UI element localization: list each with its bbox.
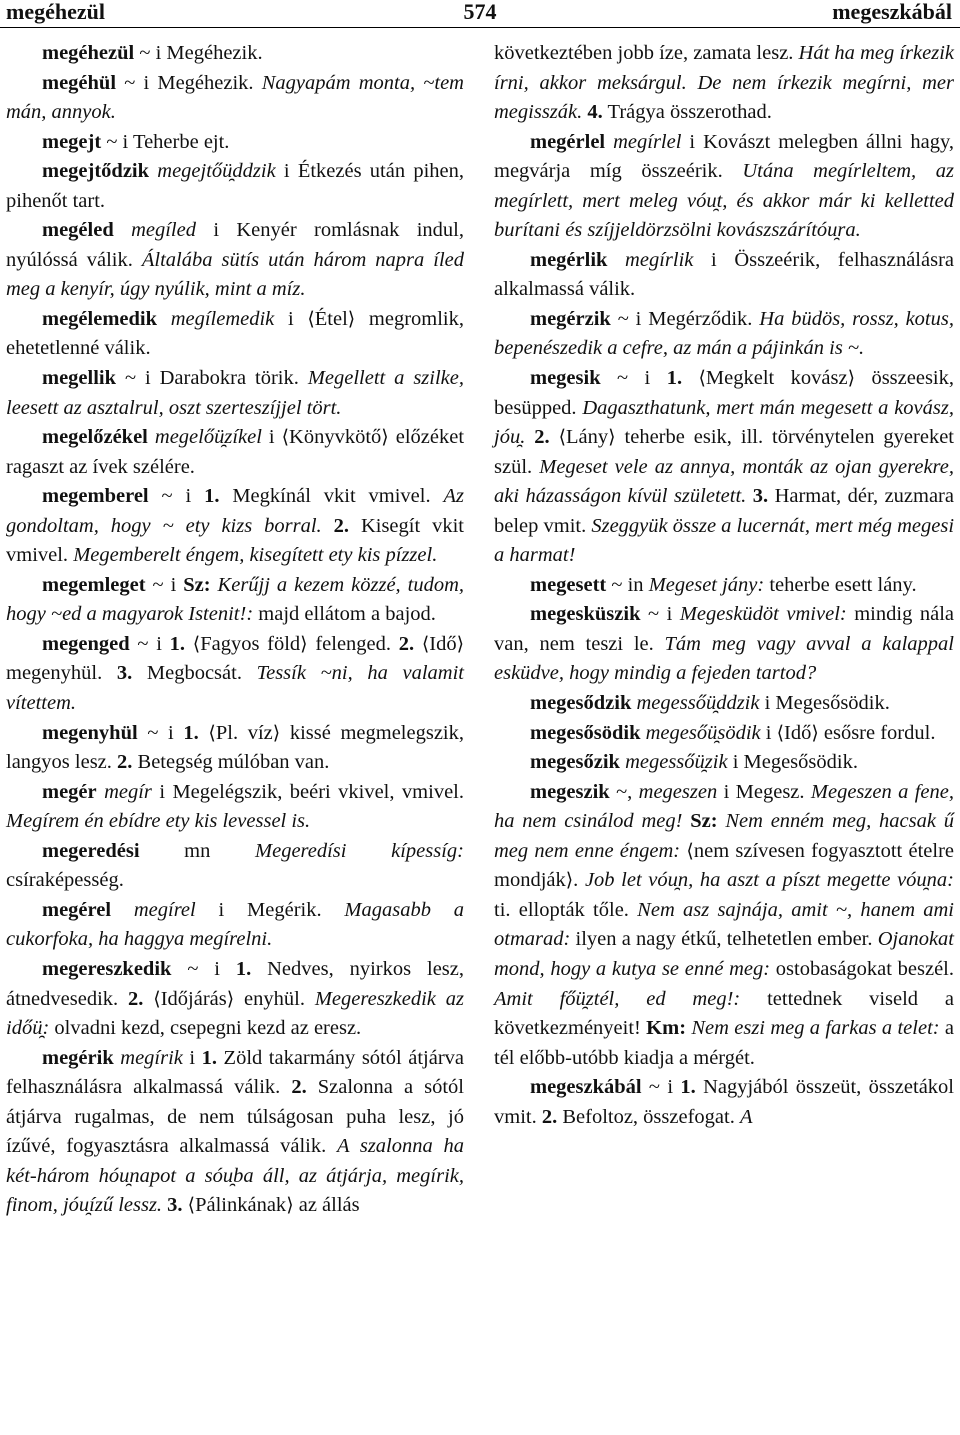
dictionary-entry: megesik ~ i 1. ⟨Megkelt kovász⟩ összeesik, besüpped. Dagaszthatunk, mert mán megesett a kovász, jóu̯. 2. ⟨Lány⟩ teherbe esik, ill. törvénytelen gyereket szül. Megeset vele az annya, monták az ojan gyerekre, aki házasságon kívül született. 3. Harmat, dér, zuzmara belep vmit. Szeggyük össze a lucernát, mert még megesi a harmat! (494, 367, 955, 567)
dictionary-entry: megéhezül ~ i Megéhezik. (42, 42, 263, 64)
dictionary-entry: megérlel megírlel i Kovászt melegben állni hagy, megvárja míg összeérik. Utána megírleltem, az megírlett, mert meleg vóu̯t, és akkor már ki kelletted burítani és szíjjeldörzsölni kovászszárítóu̯ra. (494, 130, 954, 242)
dictionary-entry: megenyhül ~ i 1. ⟨Pl. víz⟩ kissé megmelegszik, langyos lesz. 2. Betegség múlóban van. (6, 721, 464, 774)
dictionary-entry: megemleget ~ i Sz: Kerűjj a kezem közzé, tudom, hogy ~ed a magyarok Istenit!: majd ellátom a bajod. (6, 573, 465, 626)
dictionary-entry: megéhül ~ i Megéhezik. Nagyapám monta, ~tem mán, annyok. (6, 71, 464, 124)
header-first-headword: megéhezül (6, 0, 105, 24)
dictionary-entry: megejtődzik megejtőü̯ddzik i Étkezés után pihen, pihenőt tart. (6, 160, 465, 212)
dictionary-entry: megelőzékel megelőü̯zíkel i ⟨Könyvkötő⟩ előzéket ragaszt az ívek szélére. (6, 426, 465, 478)
dictionary-entry: megesődzik megessőü̯ddzik i Megesősödik. (530, 692, 890, 715)
dictionary-entry: megesküszik ~ i Megesküdöt vmivel: mindig nála van, nem teszi le. Tám meg vagy avval a kalappal esküdve, hogy mindig a fejeden tartod? (494, 603, 954, 685)
dictionary-entry: megeszkábál ~ i 1. Nagyjából összeüt, összetákol vmit. 2. Befoltoz, összefogat. A (494, 1076, 954, 1128)
dictionary-entry: megereszkedik ~ i 1. Nedves, nyirkos lesz, átnedvesedik. 2. ⟨Időjárás⟩ enyhül. Megereszkedik az időü̯: olvadni kezd, csepegni kezd az eresz. (6, 957, 465, 1040)
dictionary-entry: megesett ~ in Megeset jány: teherbe esett lány. (530, 573, 917, 596)
dictionary-entry: megérik megírik i 1. Zöld takarmány sótól átjárva felhasználásra alkalmassá válik. 2. Szalonna a sótól átjárva rugalmas, de nem túlságosan puha lesz, jó ízűvé, fogyasztásra alkalmassá válik. A szalonna ha két-három hóu̯napot a sóu̯ba áll, az átjárja, megírik, finom, jóu̯ízű lessz. 3. ⟨Pálinkának⟩ az állás (6, 1046, 464, 1217)
dictionary-entry-continuation: következtében jobb íze, zamata lesz. Hát ha meg írkezik írni, akkor meksárgul. De nem írkezik megírni, mer megisszák. 4. Trágya összerothad. (494, 42, 954, 124)
dictionary-entry: megellik ~ i Darabokra törik. Megellett a szilke, leesett az asztalrul, oszt szerteszíjjel tört. (6, 367, 464, 419)
dictionary-entry: megérlik megírlik i Összeérik, felhasználásra alkalmassá válik. (494, 248, 954, 301)
dictionary-entry: megenged ~ i 1. ⟨Fagyos föld⟩ felenged. 2. ⟨Idő⟩ megenyhül. 3. Megbocsát. Tessík ~ni, ha valamit vítettem. (6, 632, 465, 715)
dictionary-entry: megélemedik megílemedik i ⟨Étel⟩ megromlik, ehetetlenné válik. (6, 307, 464, 360)
dictionary-entry: megemberel ~ i 1. Megkínál vkit vmivel. Az gondoltam, hogy ~ ety kizs borral. 2. Kisegít vkit vmivel. Megemberelt éngem, kisegített ety kis pízzel. (6, 485, 465, 567)
header-last-headword: megeszkábál (832, 0, 952, 24)
dictionary-entry: megéled megíled i Kenyér romlásnak indul, nyúlóssá válik. Általába sütís után három napra íled meg a kenyír, úgy nyúlik, mint a míz. (6, 219, 465, 301)
dictionary-entry: megejt ~ i Teherbe ejt. (42, 130, 230, 153)
page-header (0, 0, 960, 28)
right-column (494, 39, 954, 1132)
dictionary-entry: megesőzik megessőü̯zik i Megesősödik. (530, 751, 858, 774)
dictionary-entry: megesősödik megesőü̯södik i ⟨Idő⟩ esősre fordul. (530, 721, 936, 744)
dictionary-entry: megér megír i Megelégszik, beéri vkivel, vmivel. Megírem én ebídre ety kis levessel is. (6, 780, 464, 833)
dictionary-entry: megeszik ~, megeszen i Megesz. Megeszen a fene, ha nem csinálod meg! Sz: Nem enném meg, hacsak ű meg nem enne éngem: ⟨nem szívesen fogyasztott ételre mondják⟩. Job let vóu̯n, ha aszt a píszt megette vóu̯na: ti. ellopták tőle. Nem asz sajnája, amit ~, hanem ami otmarad: ilyen a nagy étkű, telhetetlen ember. Ojanokat mond, hogy a kutya se enné meg: ostobaságokat beszél. Amit főü̯ztél, ed meg!: tettednek viseld a következményeit! Km: Nem eszi meg a farkas a telet: a tél előbb-utóbb kiadja a mérgét. (494, 780, 955, 1069)
dictionary-entry: megérzik ~ i Megérződik. Ha büdös, rossz, kotus, bepenészedik a cefre, az mán a pájinkán is ~. (494, 307, 954, 360)
dictionary-entry: megérel megírel i Megérik. Magasabb a cukorfoka, ha haggya megírelni. (6, 898, 464, 951)
dictionary-entry: megeredési mn Megeredísi kípessíg: csíraképesség. (6, 839, 464, 892)
left-column (6, 39, 464, 1221)
page-number: 574 (463, 0, 497, 24)
